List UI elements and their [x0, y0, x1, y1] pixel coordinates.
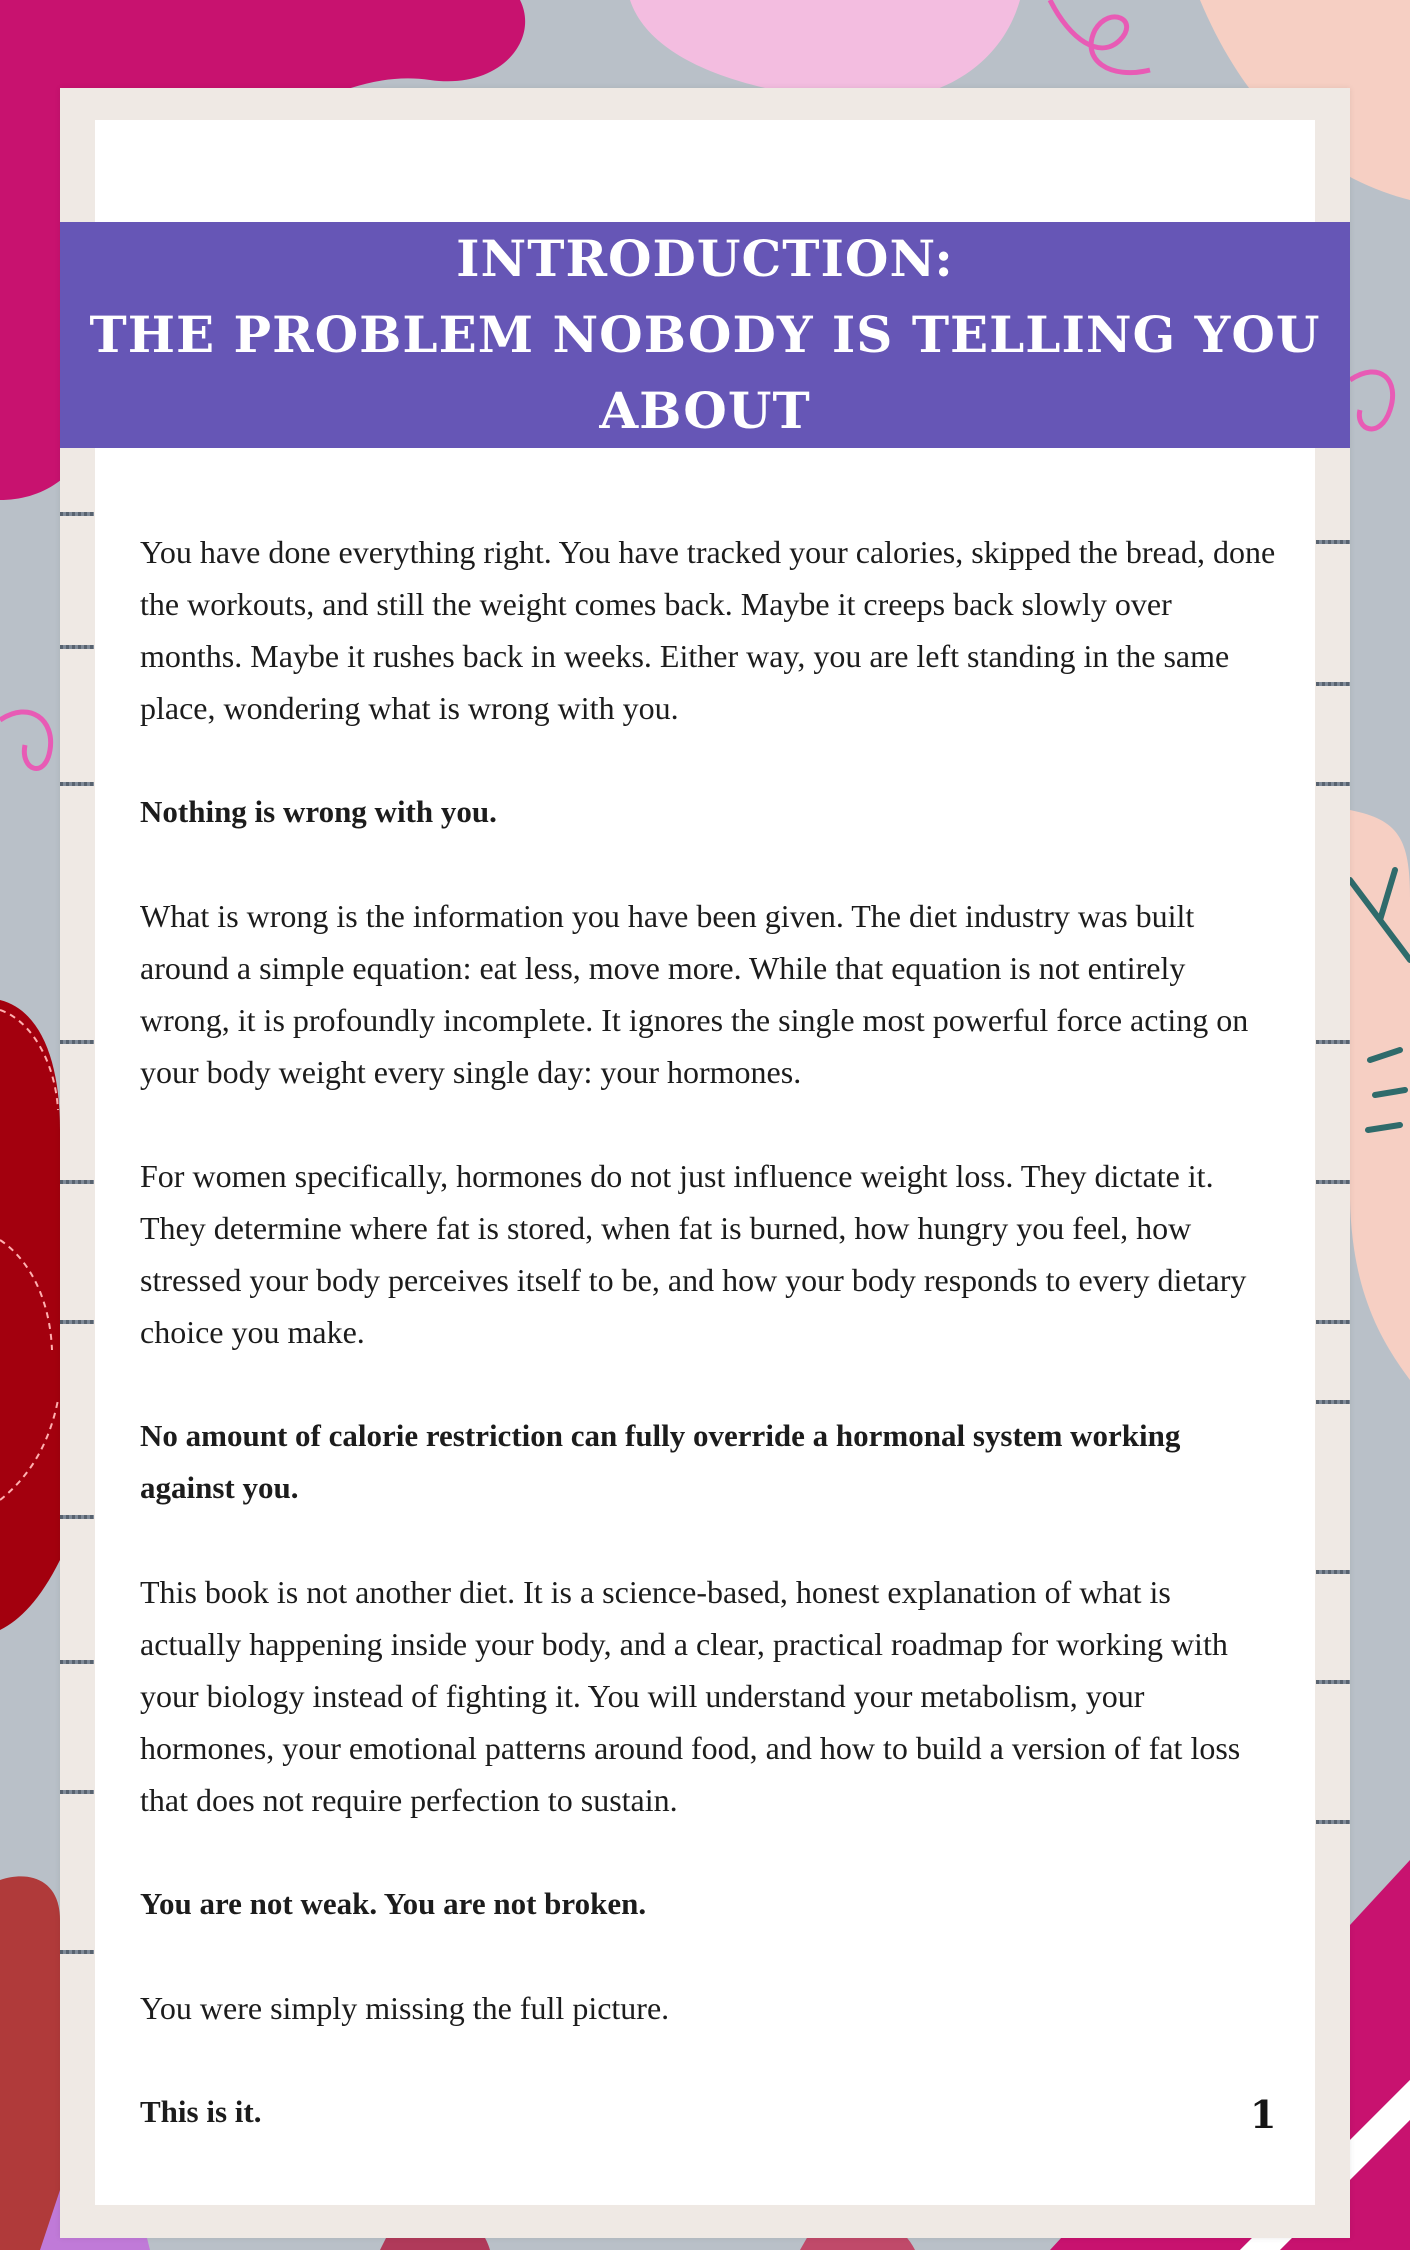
red-petal-left — [0, 1000, 60, 1630]
paragraph: You have done everything right. You have tracked your calories, skipped the bread, done the workouts, and still the weight comes back. Maybe it creeps back slowly over months. Maybe it rushes back in weeks. Either way, you are left standing in the same place, wondering what is wrong with you. — [140, 534, 1276, 726]
paragraph: You were simply missing the full picture. — [140, 1990, 670, 2026]
chapter-title-banner — [60, 222, 1350, 448]
paragraph-emphasis: Nothing is wrong with you. — [140, 794, 497, 829]
pink-swirl-top — [1050, 0, 1150, 73]
rust-blob-bottom-left — [0, 1876, 60, 2250]
chapter-title-line-2: THE PROBLEM NOBODY IS TELLING YOU — [89, 305, 1321, 364]
chapter-body — [140, 526, 1280, 2190]
paragraph-emphasis: This is it. — [140, 2094, 262, 2129]
page-number: 1 — [1250, 2092, 1277, 2137]
pink-circle-top — [630, 0, 1020, 102]
chapter-title-line-1: INTRODUCTION: — [456, 229, 954, 288]
paragraph: For women specifically, hormones do not just influence weight loss. They dictate it. They determine where fat is stored, when fat is burned, how hungry you feel, how stressed your body perceives itself to be, and how your body responds to every dietary choice you make. — [140, 1158, 1247, 1350]
chapter-title-line-3: ABOUT — [599, 381, 811, 440]
paragraph: This book is not another diet. It is a science-based, honest explanation of what is actually happening inside your body, and a clear, practical roadmap for working with your biology instead of fighting it. You will understand your metabolism, your hormones, your emotional patterns around food, and how to build a version of fat loss that does not require perfection to sustain. — [140, 1574, 1241, 1818]
pink-swirl-left — [0, 712, 51, 769]
binder-ticks-right — [1316, 500, 1350, 2000]
paragraph: What is wrong is the information you have been given. The diet industry was built around a simple equation: eat less, move more. While that equation is not entirely wrong, it is profoundly incomplete. It ignores the single most powerful force acting on your body weight every single day: your hormones. — [140, 898, 1249, 1090]
pink-swirl-right — [1350, 372, 1393, 429]
paragraph-emphasis: You are not weak. You are not broken. — [140, 1886, 647, 1921]
paragraph-emphasis: No amount of calorie restriction can fully override a hormonal system working against you. — [140, 1418, 1181, 1505]
binder-ticks-left — [60, 500, 94, 2000]
